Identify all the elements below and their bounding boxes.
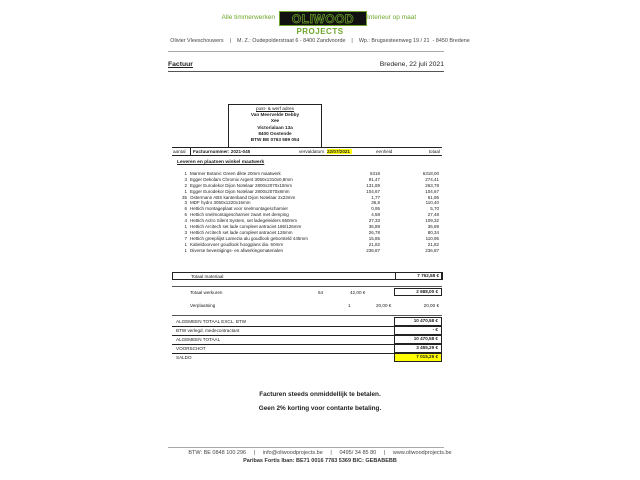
line-item-description: Kabeldoorvoer goudlook hoogglans dia. 60mm <box>190 241 284 247</box>
balance-label: SALDO <box>176 355 192 360</box>
line-item-description: Hettich Actro Silent System, set ladegeleiders 650mm <box>190 218 298 224</box>
travel-value: 20,00 € <box>423 303 439 308</box>
btw-label: BTW verlegd, medecontractant <box>176 328 240 333</box>
tagline-right: Interieur op maat <box>367 14 417 21</box>
line-item-unit-price: 236,87 <box>366 247 380 253</box>
line-item-unit-price: 131,89 <box>366 182 380 188</box>
line-item-description: Hettich Arcitech set lade compleet antraciet 126mm <box>190 229 293 235</box>
title-divider <box>168 71 444 72</box>
invoice-date: Bredene, 22 juli 2021 <box>379 61 444 68</box>
addressee-city: 8400 Oostende <box>258 130 292 136</box>
line-item-unit-price: 21,82 <box>368 241 380 247</box>
line-item-description: Hettich montageplaat voor snelmontagescharnier <box>190 206 289 212</box>
footer-bank: Paribas Fortis Iban: BE71 0016 7783 5369 BIC: GEBABEBB <box>243 458 397 464</box>
line-item-description: Hettich Arcitech set lade compleet antraciet 186/126mm <box>190 224 302 230</box>
line-item-qty: 1 <box>184 188 187 194</box>
addressee-label: post- & werf adres <box>255 106 295 111</box>
line-item-qty: 1 <box>184 247 187 253</box>
total-material-value: 7 762,58 € <box>395 272 443 280</box>
line-item-description: MDF hydro 3050x1220x16mm <box>190 200 251 206</box>
line-item-description: Hettich snelmontagescharnier zwart met demping <box>190 212 289 218</box>
line-item <box>172 248 442 254</box>
labor-value: 2 688,00 € <box>394 288 442 296</box>
line-item-qty: 4 <box>184 218 187 224</box>
line-item-qty: 3 <box>184 200 187 206</box>
line-item-description: Hettich greepliijst Lamezia alu goudlook geborsteld 445mm <box>190 235 308 241</box>
line-item-unit-price: 0,95 <box>371 206 380 212</box>
line-item-unit-price: 104,67 <box>366 188 380 194</box>
line-item-qty: 6 <box>184 206 187 212</box>
line-item-qty: 3 <box>184 176 187 182</box>
line-item-unit-price: 4,58 <box>371 212 380 218</box>
divider-2 <box>172 315 442 316</box>
line-item-unit-price: 6318 <box>369 171 380 176</box>
excl-value: 10 470,58 € <box>394 317 442 326</box>
line-item-description: Ostermann ABS kantenband Dijon Notelaar 2x23mm <box>190 194 296 200</box>
line-item-unit-price: 1,77 <box>371 194 380 200</box>
addressee-btw: BTW BE 0763 589 054 <box>250 137 300 143</box>
line-item-total: 110,40 <box>425 200 439 206</box>
line-item-qty: 7 <box>184 235 187 241</box>
advance-value: 3 455,29 € <box>394 344 442 353</box>
line-item-total: 109,32 <box>425 218 439 224</box>
line-item-qty: 6 <box>184 212 187 218</box>
balance-value: 7 015,29 € <box>394 353 442 362</box>
balance-row <box>172 354 442 362</box>
line-item-description: Diverse bevestigings- en afwerkingsmaterialen <box>190 247 284 253</box>
col-aantal: aantal <box>173 148 186 154</box>
line-item-description: Egger Dekolam Chromix Argent 3050x1310x0,8mm <box>190 176 293 182</box>
labor-qty: 64 <box>318 290 324 295</box>
line-item-description: Egger Eurodekor Dijon Notelaar 2800x2070x8mm <box>190 188 290 194</box>
company-logo <box>279 11 367 26</box>
invoice-number: Factuurnummer: 2021-045 <box>193 148 251 154</box>
travel-qty: 1 <box>348 303 351 308</box>
line-item-unit-price: 91,47 <box>368 176 380 182</box>
line-item-total: 80,34 <box>427 229 439 235</box>
document-title: Factuur <box>168 61 193 68</box>
total-material-row <box>172 272 442 280</box>
header-divider <box>168 51 444 52</box>
due-date-value: 22/07/2021 <box>327 148 350 154</box>
logo-text: OLIWOOD <box>291 11 355 26</box>
btw-value: - € <box>394 326 442 335</box>
line-item-unit-price: 27,33 <box>368 218 380 224</box>
travel-label: Verplaatsing <box>190 303 216 308</box>
excl-label: ALGEMEEN TOTAAL EXCL. BTW <box>176 319 247 324</box>
labor-row <box>172 289 442 297</box>
travel-row <box>172 302 442 310</box>
line-item-unit-price: 26,78 <box>368 229 380 235</box>
footer-divider <box>168 447 444 448</box>
line-item-total: 104,67 <box>425 188 439 194</box>
line-item-qty: 1 <box>184 241 187 247</box>
line-item-total: 236,87 <box>425 247 439 253</box>
company-address: Olivier Vleeschouwers | M. Z.: Oudepolderstraat 6 - 8400 Zandvoorde | Wp.: Brugsesteenweg 19 / 21 - 8450 Bredene <box>170 38 470 44</box>
line-item-total: 263,78 <box>425 182 439 188</box>
travel-unit: 20,00 € <box>376 303 392 308</box>
line-item-total: 27,48 <box>427 212 439 218</box>
line-items <box>172 171 442 253</box>
summary-block <box>172 318 442 362</box>
footer-contact: BTW: BE 0848 100 296 | info@oliwoodprojects.be | 0495/ 34 85 80 | www.oliwoodprojects.be <box>188 450 452 456</box>
line-item-total: 6318,00 <box>422 171 439 176</box>
total-material-label: Totaal materiaal <box>191 274 224 279</box>
invoice-meta-row <box>172 147 442 156</box>
line-item-total: 5,70 <box>430 206 439 212</box>
line-item-total: 21,82 <box>427 241 439 247</box>
general-total-value: 10 470,58 € <box>394 335 442 344</box>
payment-note-2: Geen 2% korting voor contante betaling. <box>258 405 382 412</box>
line-item-total: 110,95 <box>425 235 439 241</box>
labor-label: Totaal werkuren <box>190 290 223 295</box>
addressee-box <box>228 104 322 148</box>
col-totaal: totaal <box>428 148 440 154</box>
addressee-name: Van Meervelde Debby <box>250 112 300 118</box>
due-date-label: vervaldatum <box>299 148 325 154</box>
labor-unit: 42,00 € <box>350 290 366 295</box>
general-total-label: ALGEMEEN TOTAAL <box>176 337 221 342</box>
line-item-unit-price: 36,89 <box>368 224 380 230</box>
advance-label: VOORSCHOT <box>176 346 206 351</box>
addressee-line2: Xee <box>270 118 280 124</box>
line-item-description: Egger Eurodekor Dijon Notelaar 2800x2070x18mm <box>190 182 293 188</box>
line-item-total: 61,95 <box>427 194 439 200</box>
line-item-qty: 1 <box>184 171 187 176</box>
line-item-qty: 3 <box>184 229 187 235</box>
line-item-unit-price: 15,85 <box>368 235 380 241</box>
line-item-description: Marmer Botanic Green dikte 20mm maatwerk <box>190 171 281 176</box>
divider-1 <box>172 286 442 287</box>
line-item-total: 36,89 <box>427 224 439 230</box>
line-item-qty: 1 <box>184 224 187 230</box>
payment-note-1: Facturen steeds onmiddellijk te betalen. <box>259 391 381 398</box>
line-item-unit-price: 36,8 <box>371 200 380 206</box>
line-item-qty: 2 <box>184 182 187 188</box>
section-title: Leveren en plaatsen winkel maatwerk <box>177 160 265 165</box>
col-eenheid: eenheid <box>376 148 393 154</box>
tagline-left: Alle timmerwerken <box>221 14 275 21</box>
addressee-street: Victorialaan 13a <box>257 124 293 130</box>
line-item-total: 274,41 <box>425 176 439 182</box>
company-subtitle: PROJECTS <box>296 27 344 36</box>
line-item-qty: 35 <box>181 194 187 200</box>
